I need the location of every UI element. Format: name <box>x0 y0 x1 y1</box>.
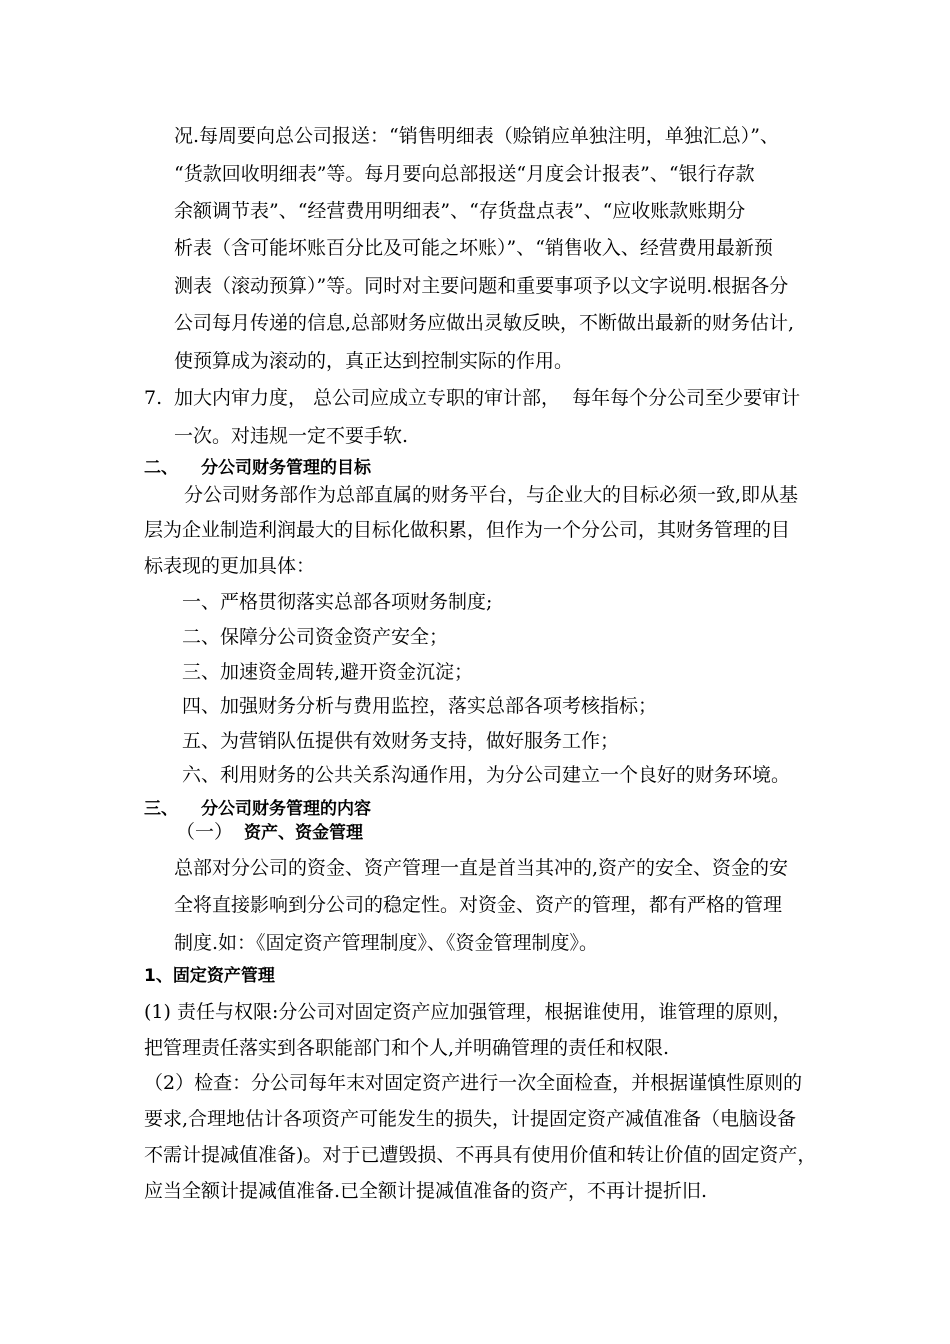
goal-item: 一、严格贯彻落实总部各项财务制度; <box>182 591 493 613</box>
subheading: 1、固定资产管理 <box>144 966 275 986</box>
text-line: 层为企业制造利润最大的目标化做积累，但作为一个分公司，其财务管理的目 <box>144 519 791 541</box>
subsection-heading: 资产、资金管理 <box>244 823 363 843</box>
goal-item: 四、加强财务分析与费用监控，落实总部各项考核指标； <box>182 695 658 717</box>
text-line: 总部对分公司的资金、资产管理一直是首当其冲的,资产的安全、资金的安 <box>174 857 789 879</box>
text-line: 一次。对违规一定不要手软. <box>174 425 409 447</box>
text-line: 公司每月传递的信息,总部财务应做出灵敏反映，不断做出最新的财务估计, <box>174 312 795 334</box>
text-line: （2）检查：分公司每年末对固定资产进行一次全面检查，并根据谨慎性原则的 <box>144 1072 803 1094</box>
goal-item: 五、为营销队伍提供有效财务支持，做好服务工作； <box>182 730 620 752</box>
text-line: 全将直接影响到分公司的稳定性。对资金、资产的管理，都有严格的管理 <box>174 894 783 916</box>
text-line: 分公司财务部作为总部直属的财务平台，与企业大的目标必须一致,即从基 <box>184 484 799 506</box>
section-number: 二、 <box>144 458 178 478</box>
goal-item: 六、利用财务的公共关系沟通作用，为分公司建立一个良好的财务环境。 <box>182 764 791 786</box>
text-line: 标表现的更加具体： <box>144 555 316 577</box>
text-line: 析表（含可能坏账百分比及可能之坏账）”、“销售收入、经营费用最新预 <box>174 237 773 259</box>
text-line: 况.每周要向总公司报送：“销售明细表（赊销应单独注明，单独汇总）”、 <box>174 125 779 147</box>
list-number: 7. <box>144 387 163 409</box>
text-line: 加大内审力度， 总公司应成立专职的审计部， 每年每个分公司至少要审计 <box>174 387 801 409</box>
text-line: 使预算成为滚动的，真正达到控制实际的作用。 <box>174 350 574 372</box>
text-line: 把管理责任落实到各职能部门和个人,并明确管理的责任和权限. <box>144 1037 670 1059</box>
section-heading: 分公司财务管理的目标 <box>201 458 371 478</box>
section-number: 三、 <box>144 799 178 819</box>
text-line: 要求,合理地估计各项资产可能发生的损失，计提固定资产减值准备（电脑设备 <box>144 1108 797 1130</box>
text-line: 应当全额计提减值准备.已全额计提减值准备的资产，不再计提折旧. <box>144 1180 708 1202</box>
text-line: “货款回收明细表”等。每月要向总部报送“月度会计报表”、“银行存款 <box>174 163 755 185</box>
text-line: 制度.如：《固定资产管理制度》、《资金管理制度》。 <box>174 932 599 954</box>
text-line: (1) 责任与权限:分公司对固定资产应加强管理，根据谁使用，谁管理的原则， <box>144 1001 792 1023</box>
section-heading: 分公司财务管理的内容 <box>201 799 371 819</box>
text-line: 测表（滚动预算）”等。同时对主要问题和重要事项予以文字说明.根据各分 <box>174 275 789 297</box>
goal-item: 三、加速资金周转,避开资金沉淀； <box>182 661 474 683</box>
goal-item: 二、保障分公司资金资产安全； <box>182 626 449 648</box>
text-line: 余额调节表”、“经营费用明细表”、“存货盘点表”、“应收账款账期分 <box>174 200 746 222</box>
text-line: 不需计提减值准备)。对于已遭毁损、不再具有使用价值和转让价值的固定资产， <box>144 1144 817 1166</box>
subsection-number: （一） <box>176 821 234 843</box>
